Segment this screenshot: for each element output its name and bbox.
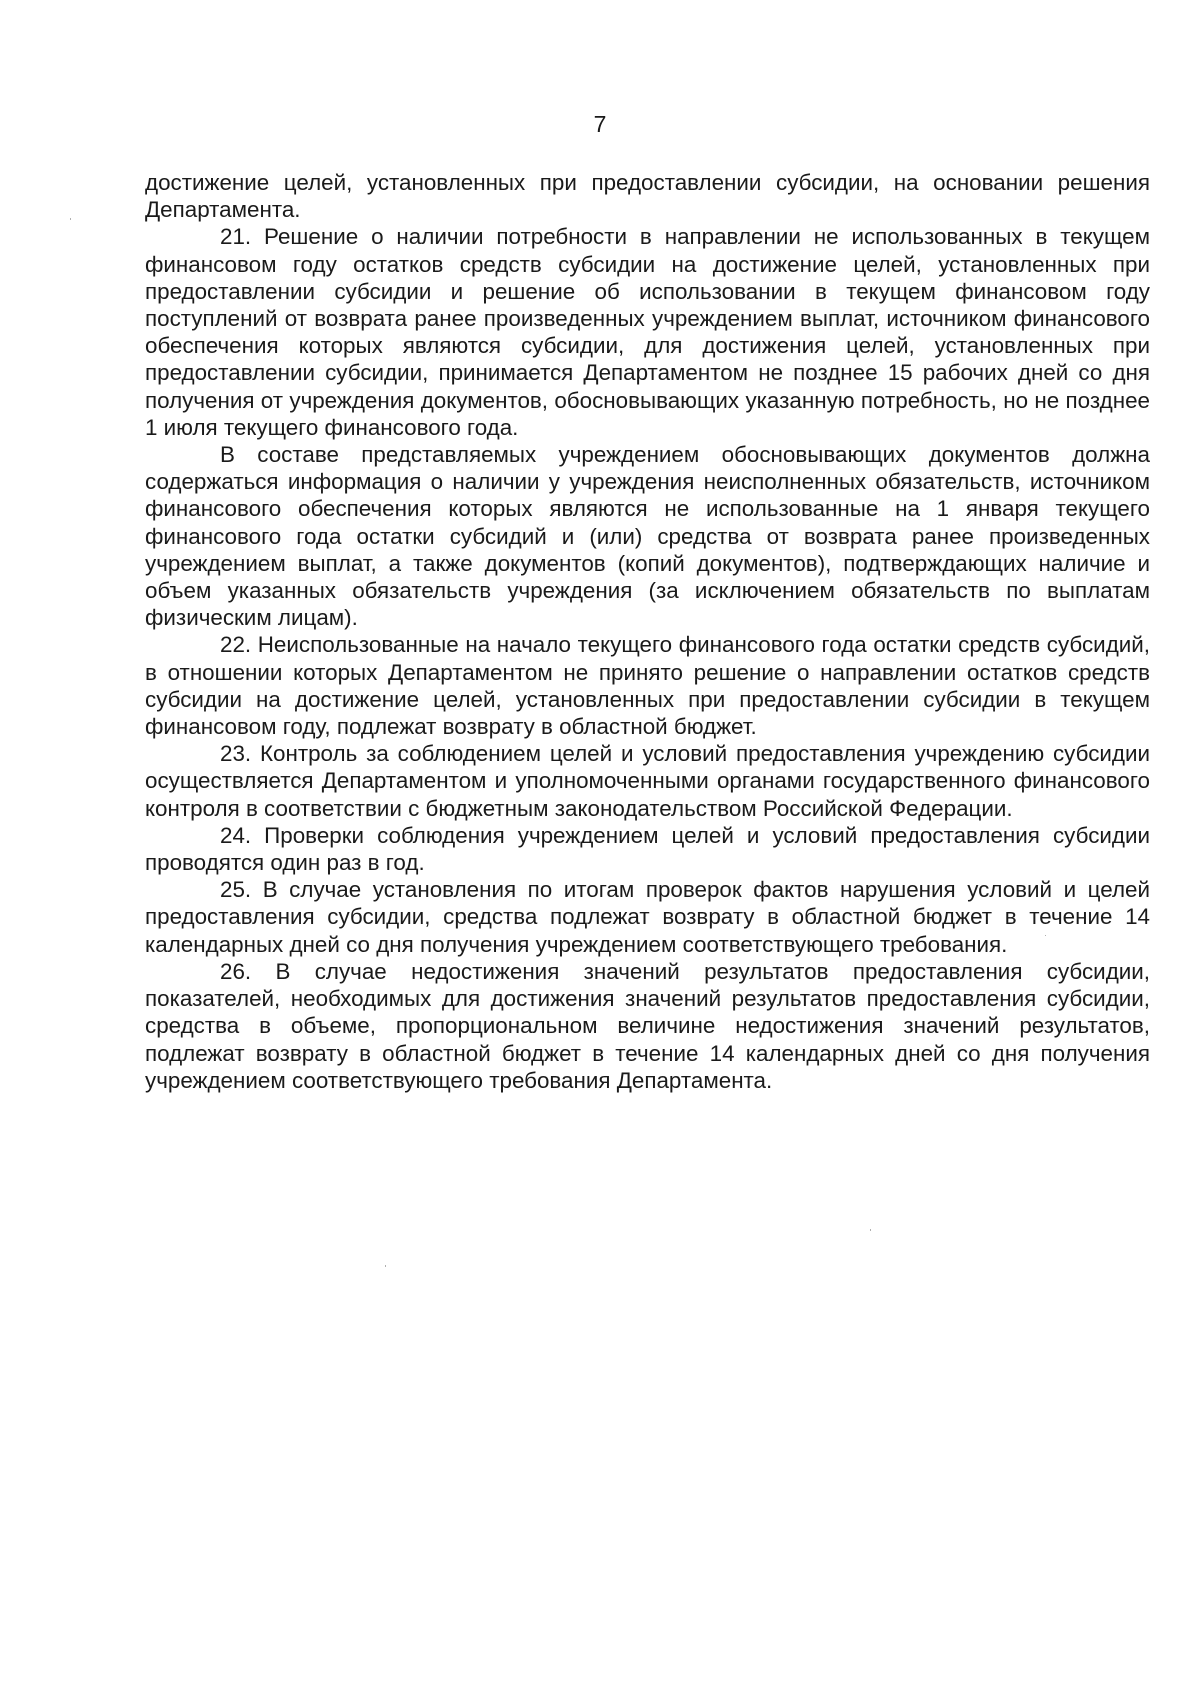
- paragraph-21: 21. Решение о наличии потребности в направлении не использованных в текущем финансовом году остатков средств субсидии на достижение целей, установленных при предоставлении субсидии и решение об использовании в текущем финансовом году поступлений от возврата ранее произведенных учреждением выплат, источником финансового обеспечения которых являются субсидии, для достижения целей, установленных при предоставлении субсидии, принимается Департаментом не позднее 15 рабочих дней со дня получения от учреждения документов, обосновывающих указанную потребность, но не позднее 1 июля текущего финансового года.: [145, 224, 1150, 440]
- scan-speck: [870, 1229, 871, 1231]
- scan-speck: [1045, 935, 1046, 936]
- paragraph-25: 25. В случае установления по итогам проверок фактов нарушения условий и целей предоставления субсидии, средства подлежат возврату в областной бюджет в течение 14 календарных дней со дня получения учреждением соответствующего требования.: [145, 877, 1150, 957]
- paragraph-continuation: достижение целей, установленных при предоставлении субсидии, на основании решения Департамента.: [145, 170, 1150, 223]
- scan-speck: [70, 218, 71, 220]
- paragraph-23: 23. Контроль за соблюдением целей и условий предоставления учреждению субсидии осуществляется Департаментом и уполномоченными органами государственного финансового контроля в соответствии с бюджетным законодательством Российской Федерации.: [145, 741, 1150, 821]
- scan-speck: [385, 1265, 386, 1267]
- paragraph-24: 24. Проверки соблюдения учреждением целей и условий предоставления субсидии проводятся один раз в год.: [145, 822, 1150, 876]
- paragraph-26: 26. В случае недостижения значений результатов предоставления субсидии, показателей, необходимых для достижения значений результатов предоставления субсидии, средства в объеме, пропорциональном величине недостижения значений результатов, подлежат возврату в областной бюджет в течение 14 календарных дней со дня получения учреждением соответствующего требования Департамента.: [145, 958, 1150, 1093]
- paragraph-21-supporting-documents: В составе представляемых учреждением обосновывающих документов должна содержаться информация о наличии у учреждения неисполненных обязательств, источником финансового обеспечения которых являются не использованные на 1 января текущего финансового года остатки субсидий и (или) средства от возврата ранее произведенных учреждением выплат, а также документов (копий документов), подтверждающих наличие и объем указанных обязательств учреждения (за исключением обязательств по выплатам физическим лицам).: [145, 442, 1150, 631]
- page-number: 7: [593, 111, 607, 137]
- document-body: [145, 169, 1150, 1094]
- paragraph-22: 22. Неиспользованные на начало текущего финансового года остатки средств субсидий, в отношении которых Департаментом не принято решение о направлении остатков средств субсидии на достижение целей, установленных при предоставлении субсидии в текущем финансовом году, подлежат возврату в областной бюджет.: [145, 632, 1150, 740]
